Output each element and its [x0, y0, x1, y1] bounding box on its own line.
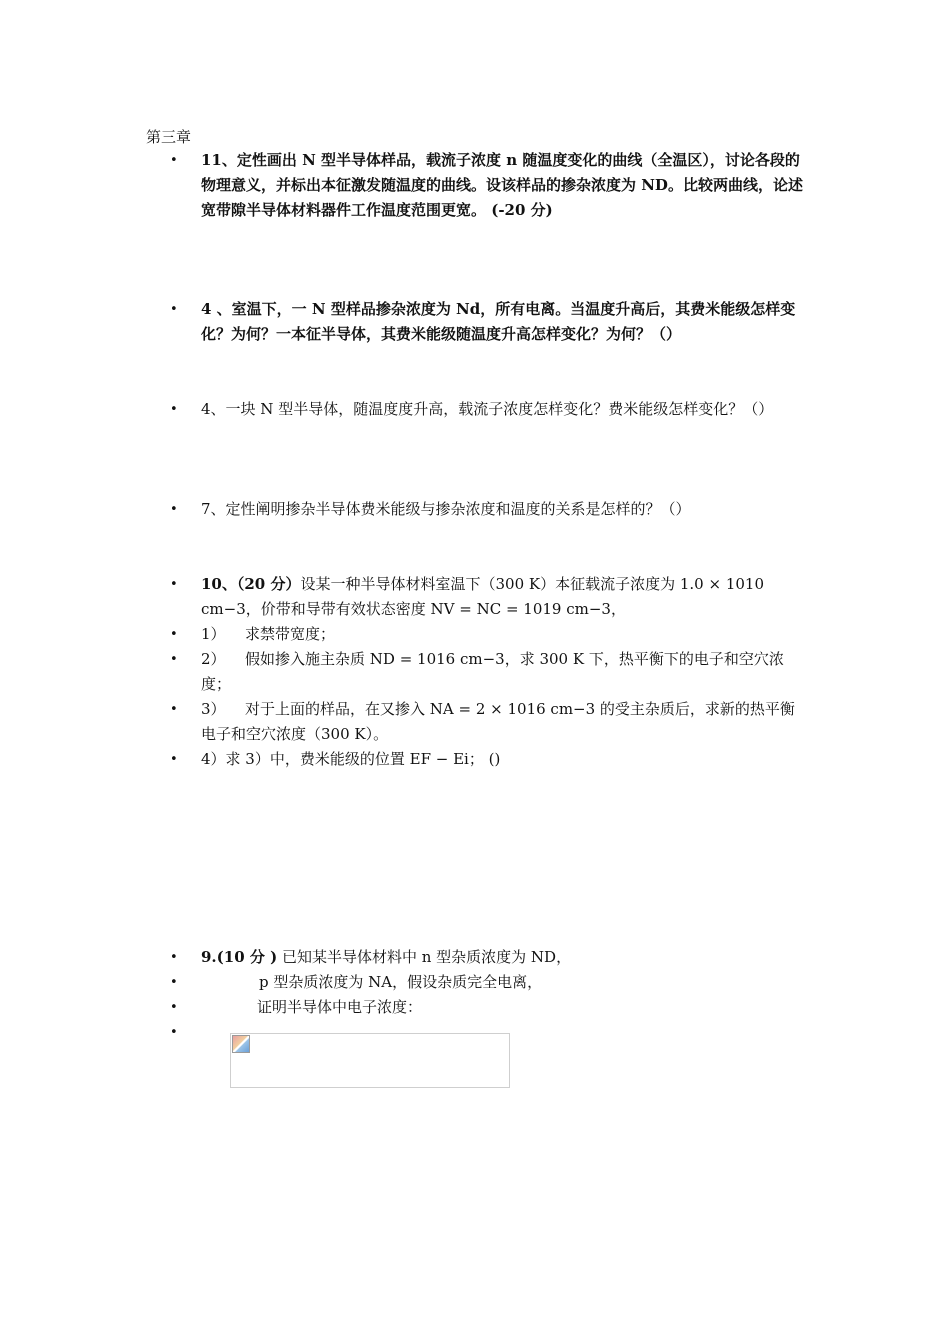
sub-question: 4）求 3）中，费米能级的位置 EF − Ei； () [201, 750, 501, 768]
sub-text: 对于上面的样品，在又掺入 NA = 2 × 1016 cm−3 的受主杂质后，求新的热平衡电子和空穴浓度（300 K）。 [201, 700, 795, 743]
bullet: • [170, 577, 178, 592]
sub-text: 求禁带宽度； [245, 625, 336, 643]
bullet: • [170, 153, 178, 168]
sub-question [201, 622, 809, 647]
broken-image-icon [232, 1035, 250, 1053]
question-text: 7、定性阐明掺杂半导体费米能级与掺杂浓度和温度的关系是怎样的？（） [201, 500, 691, 518]
bullet: • [170, 627, 178, 642]
question-text [201, 945, 809, 970]
bullet: • [170, 702, 178, 717]
sub-number: 3） [201, 700, 226, 718]
formula-image-placeholder [230, 1033, 510, 1088]
question-text: 11、定性画出 N 型半导体样品，载流子浓度 n 随温度变化的曲线（全温区），讨论各段的物理意义，并标出本征激发随温度的曲线。设该样品的掺杂浓度为 ND。比较两曲线，论述宽带隙半导体材料器件工作温度范围更宽。 (-20 分) [201, 151, 803, 219]
question-number: 10、（20 分） [201, 575, 301, 593]
question-text [201, 572, 809, 622]
question-body: 设某一种半导体材料室温下（300 K）本征载流子浓度为 1.0 × 1010 cm−3，价带和导带有效状态密度 NV = NC = 1019 cm−3， [201, 575, 764, 618]
question-text: 4、一块 N 型半导体，随温度度升高，载流子浓度怎样变化？费米能级怎样变化？（） [201, 400, 774, 418]
chapter-heading: 第三章 [146, 128, 192, 146]
bullet: • [170, 502, 178, 517]
question-text: 4 、室温下，一 N 型样品掺杂浓度为 Nd，所有电离。当温度升高后，其费米能级怎样变化？为何？一本征半导体，其费米能级随温度升高怎样变化？为何？（） [201, 300, 796, 343]
sub-number: 1） [201, 625, 226, 643]
sub-text: 假如掺入施主杂质 ND = 1016 cm−3，求 300 K 下，热平衡下的电子和空穴浓度； [201, 650, 784, 693]
bullet: • [170, 402, 178, 417]
bullet: • [170, 1025, 178, 1040]
sub-question [201, 697, 809, 747]
bullet: • [170, 302, 178, 317]
question-text: 证明半导体中电子浓度： [257, 998, 423, 1016]
question-body: 已知某半导体材料中 n 型杂质浓度为 ND， [277, 948, 572, 966]
bullet: • [170, 950, 178, 965]
bullet: • [170, 652, 178, 667]
bullet: • [170, 975, 178, 990]
sub-question [201, 647, 809, 697]
bullet: • [170, 1000, 178, 1015]
question-number: 9.(10 分 ) [201, 948, 278, 966]
sub-number: 2） [201, 650, 226, 668]
bullet: • [170, 752, 178, 767]
question-text: p 型杂质浓度为 NA，假设杂质完全电离， [259, 973, 543, 991]
